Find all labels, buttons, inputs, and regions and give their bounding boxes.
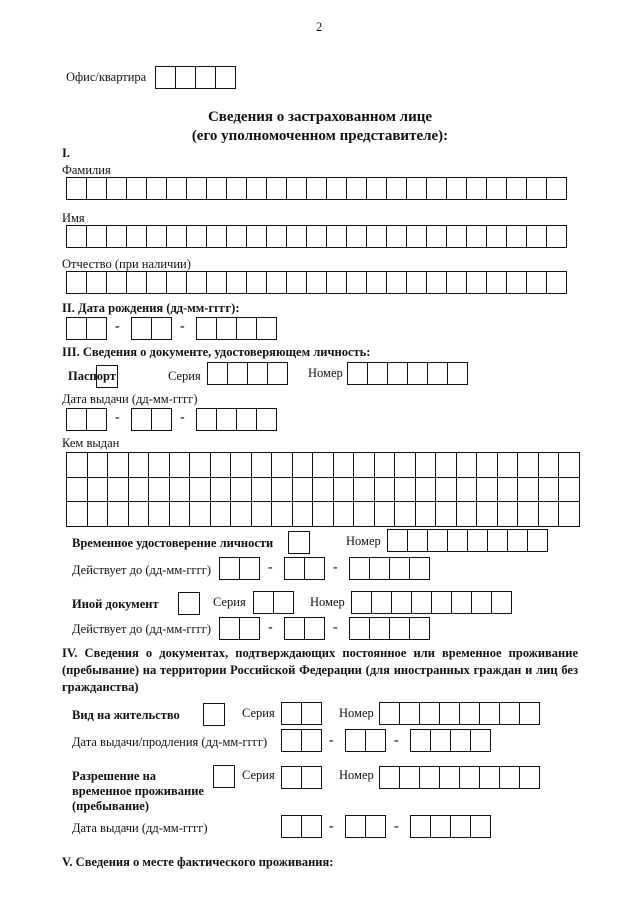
name-label: Имя — [62, 211, 85, 225]
passport-series-field[interactable] — [207, 362, 288, 385]
char-cell[interactable] — [190, 502, 211, 527]
temp-residence-date-label: Дата выдачи (дд-мм-гггг) — [72, 821, 208, 835]
date-separator: - — [394, 733, 399, 748]
residence-date-label: Дата выдачи/продления (дд-мм-гггг) — [72, 735, 268, 749]
char-cell[interactable] — [126, 271, 147, 294]
char-cell[interactable] — [498, 502, 519, 527]
char-cell[interactable] — [386, 177, 407, 200]
date-separator: - — [180, 410, 185, 425]
char-cell[interactable] — [66, 177, 87, 200]
char-cell[interactable] — [129, 478, 150, 503]
temp-id-label: Временное удостоверение личности — [72, 536, 274, 550]
char-cell[interactable] — [506, 271, 527, 294]
char-cell[interactable] — [149, 478, 170, 503]
char-cell[interactable] — [559, 502, 580, 527]
char-cell[interactable] — [166, 177, 187, 200]
section-3-heading: III. Сведения о документе, удостоверяющем личность: — [62, 345, 371, 359]
char-cell[interactable] — [518, 502, 539, 527]
birth-year-field[interactable] — [196, 317, 277, 340]
char-cell[interactable] — [486, 225, 507, 248]
char-cell[interactable] — [539, 478, 560, 503]
char-cell[interactable] — [88, 502, 109, 527]
char-cell[interactable] — [457, 453, 478, 478]
char-cell[interactable] — [334, 453, 355, 478]
char-cell[interactable] — [416, 478, 437, 503]
char-cell[interactable] — [559, 478, 580, 503]
char-cell[interactable] — [272, 478, 293, 503]
date-separator: - — [333, 620, 338, 635]
issue-month-field[interactable] — [131, 408, 172, 431]
char-cell[interactable] — [395, 453, 416, 478]
other-valid-month-field[interactable] — [284, 617, 325, 640]
other-doc-series-field[interactable] — [253, 591, 294, 614]
char-cell[interactable] — [346, 225, 367, 248]
temp-valid-year-field[interactable] — [349, 557, 430, 580]
temp-residence-series-label: Серия — [242, 768, 275, 782]
char-cell[interactable] — [106, 177, 127, 200]
char-cell[interactable] — [226, 271, 247, 294]
char-cell[interactable] — [66, 271, 87, 294]
char-cell[interactable] — [231, 453, 252, 478]
char-cell[interactable] — [190, 478, 211, 503]
char-cell[interactable] — [559, 453, 580, 478]
char-cell[interactable] — [546, 177, 567, 200]
date-separator: - — [329, 733, 334, 748]
char-cell[interactable] — [416, 502, 437, 527]
char-cell[interactable] — [406, 271, 427, 294]
char-cell[interactable] — [477, 502, 498, 527]
char-cell[interactable] — [211, 453, 232, 478]
char-cell[interactable] — [518, 453, 539, 478]
date-separator: - — [115, 410, 120, 425]
passport-number-field[interactable] — [347, 362, 468, 385]
char-cell[interactable] — [334, 478, 355, 503]
residence-series-field[interactable] — [281, 702, 322, 725]
birth-month-field[interactable] — [131, 317, 172, 340]
char-cell[interactable] — [386, 225, 407, 248]
char-cell[interactable] — [129, 502, 150, 527]
temp-residence-label-line3: (пребывание) — [72, 799, 149, 813]
char-cell[interactable] — [466, 225, 487, 248]
residence-day-field[interactable] — [281, 729, 322, 752]
char-cell[interactable] — [211, 502, 232, 527]
date-separator: - — [394, 819, 399, 834]
char-cell[interactable] — [457, 502, 478, 527]
temp-residence-series-field[interactable] — [281, 766, 322, 789]
char-cell[interactable] — [86, 177, 107, 200]
char-cell[interactable] — [426, 177, 447, 200]
temp-id-number-label: Номер — [346, 534, 381, 548]
char-cell[interactable] — [477, 478, 498, 503]
char-cell[interactable] — [246, 225, 267, 248]
char-cell[interactable] — [326, 177, 347, 200]
char-cell[interactable] — [436, 478, 457, 503]
char-cell[interactable] — [334, 502, 355, 527]
passport-label: Паспорт — [68, 369, 116, 383]
char-cell[interactable] — [446, 271, 467, 294]
char-cell[interactable] — [146, 177, 167, 200]
char-cell[interactable] — [346, 271, 367, 294]
char-cell[interactable] — [231, 502, 252, 527]
char-cell[interactable] — [477, 453, 498, 478]
char-cell[interactable] — [346, 177, 367, 200]
char-cell[interactable] — [395, 478, 416, 503]
char-cell[interactable] — [436, 453, 457, 478]
date-separator: - — [268, 560, 273, 575]
char-cell[interactable] — [149, 453, 170, 478]
char-cell[interactable] — [354, 478, 375, 503]
form-title-line2: (его уполномоченном представителе): — [191, 128, 449, 144]
temp-valid-month-field[interactable] — [284, 557, 325, 580]
passport-checkbox[interactable] — [96, 365, 118, 388]
char-cell[interactable] — [518, 478, 539, 503]
passport-series-label: Серия — [168, 369, 201, 383]
date-separator: - — [333, 560, 338, 575]
patronymic-label: Отчество (при наличии) — [62, 257, 191, 271]
char-cell[interactable] — [506, 225, 527, 248]
char-cell[interactable] — [272, 453, 293, 478]
char-cell[interactable] — [246, 177, 267, 200]
date-separator: - — [329, 819, 334, 834]
char-cell[interactable] — [246, 271, 267, 294]
section-2-heading: II. Дата рождения (дд-мм-гггг): — [62, 301, 240, 315]
char-cell[interactable] — [446, 225, 467, 248]
char-cell[interactable] — [186, 225, 207, 248]
date-separator: - — [115, 319, 120, 334]
char-cell[interactable] — [546, 225, 567, 248]
char-cell[interactable] — [108, 453, 129, 478]
temp-residence-number-label: Номер — [339, 768, 374, 782]
char-cell[interactable] — [149, 502, 170, 527]
residence-number-label: Номер — [339, 706, 374, 720]
form-title-line1: Сведения о застрахованном лице — [207, 109, 433, 125]
issue-day-field[interactable] — [66, 408, 107, 431]
issued-by-label: Кем выдан — [62, 436, 120, 450]
char-cell[interactable] — [354, 453, 375, 478]
char-cell[interactable] — [539, 453, 560, 478]
residence-number-field[interactable] — [379, 702, 540, 725]
temp-id-valid-label: Действует до (дд-мм-гггг) — [72, 563, 212, 577]
char-cell[interactable] — [86, 225, 107, 248]
birth-day-field[interactable] — [66, 317, 107, 340]
char-cell[interactable] — [226, 177, 247, 200]
char-cell[interactable] — [266, 177, 287, 200]
char-cell[interactable] — [266, 271, 287, 294]
other-doc-label: Иной документ — [72, 597, 159, 611]
char-cell[interactable] — [466, 271, 487, 294]
char-cell[interactable] — [67, 478, 88, 503]
char-cell[interactable] — [86, 271, 107, 294]
char-cell[interactable] — [67, 502, 88, 527]
other-valid-day-field[interactable] — [219, 617, 260, 640]
char-cell[interactable] — [226, 225, 247, 248]
char-cell[interactable] — [446, 177, 467, 200]
char-cell[interactable] — [375, 453, 396, 478]
char-cell[interactable] — [211, 478, 232, 503]
temp-residence-checkbox[interactable] — [213, 765, 235, 788]
char-cell[interactable] — [426, 225, 447, 248]
residence-month-field[interactable] — [345, 729, 386, 752]
char-cell[interactable] — [146, 225, 167, 248]
char-cell[interactable] — [306, 225, 327, 248]
char-cell[interactable] — [129, 453, 150, 478]
residence-permit-checkbox[interactable] — [203, 703, 225, 726]
char-cell[interactable] — [395, 502, 416, 527]
char-cell[interactable] — [426, 271, 447, 294]
surname-field[interactable] — [66, 177, 567, 200]
other-valid-year-field[interactable] — [349, 617, 430, 640]
char-cell[interactable] — [526, 177, 547, 200]
char-cell[interactable] — [526, 271, 547, 294]
char-cell[interactable] — [375, 478, 396, 503]
surname-label: Фамилия — [62, 163, 111, 177]
char-cell[interactable] — [416, 453, 437, 478]
char-cell[interactable] — [506, 177, 527, 200]
issued-by-field[interactable] — [66, 452, 580, 527]
other-doc-checkbox[interactable] — [178, 592, 200, 615]
char-cell[interactable] — [406, 225, 427, 248]
char-cell[interactable] — [366, 271, 387, 294]
char-cell[interactable] — [266, 225, 287, 248]
char-cell[interactable] — [526, 225, 547, 248]
temp-valid-day-field[interactable] — [219, 557, 260, 580]
char-cell[interactable] — [436, 502, 457, 527]
char-cell[interactable] — [326, 271, 347, 294]
char-cell[interactable] — [231, 478, 252, 503]
char-cell[interactable] — [286, 271, 307, 294]
temp-residence-month-field[interactable] — [345, 815, 386, 838]
section-1-number: I. — [62, 146, 70, 160]
date-separator: - — [180, 319, 185, 334]
char-cell[interactable] — [272, 502, 293, 527]
char-cell[interactable] — [170, 453, 191, 478]
date-separator: - — [268, 620, 273, 635]
char-cell[interactable] — [466, 177, 487, 200]
temp-residence-label-line2: временное проживание — [72, 784, 204, 798]
char-cell[interactable] — [126, 225, 147, 248]
char-cell[interactable] — [313, 453, 334, 478]
page-number: 2 — [316, 20, 323, 34]
char-cell[interactable] — [206, 225, 227, 248]
char-cell[interactable] — [486, 271, 507, 294]
other-doc-series-label: Серия — [213, 595, 246, 609]
section-5-heading: V. Сведения о месте фактического проживания: — [62, 855, 334, 869]
char-cell[interactable] — [498, 453, 519, 478]
char-cell[interactable] — [88, 478, 109, 503]
issue-year-field[interactable] — [196, 408, 277, 431]
char-cell[interactable] — [498, 478, 519, 503]
char-cell[interactable] — [88, 453, 109, 478]
char-cell[interactable] — [206, 271, 227, 294]
char-cell[interactable] — [326, 225, 347, 248]
char-cell[interactable] — [146, 271, 167, 294]
temp-residence-day-field[interactable] — [281, 815, 322, 838]
section-4-heading: IV. Сведения о документах, подтверждающих постоянное или временное проживание (пребывание) на территории Российской Федерации (для иностранных граждан и лиц без гражданства) — [62, 646, 578, 694]
char-cell[interactable] — [366, 177, 387, 200]
char-cell[interactable] — [354, 502, 375, 527]
char-cell[interactable] — [486, 177, 507, 200]
char-cell[interactable] — [306, 177, 327, 200]
residence-year-field[interactable] — [410, 729, 491, 752]
char-cell[interactable] — [106, 225, 127, 248]
char-cell[interactable] — [252, 453, 273, 478]
char-cell[interactable] — [108, 478, 129, 503]
patronymic-field[interactable] — [66, 271, 567, 294]
char-cell[interactable] — [108, 502, 129, 527]
other-doc-number-field[interactable] — [351, 591, 512, 614]
temp-residence-year-field[interactable] — [410, 815, 491, 838]
char-cell[interactable] — [313, 478, 334, 503]
other-doc-number-label: Номер — [310, 595, 345, 609]
char-cell[interactable] — [366, 225, 387, 248]
char-cell[interactable] — [539, 502, 560, 527]
char-cell[interactable] — [186, 177, 207, 200]
char-cell[interactable] — [546, 271, 567, 294]
office-field[interactable] — [155, 66, 236, 89]
residence-permit-label: Вид на жительство — [72, 708, 180, 722]
char-cell[interactable] — [66, 225, 87, 248]
char-cell[interactable] — [252, 502, 273, 527]
char-cell[interactable] — [186, 271, 207, 294]
char-cell[interactable] — [67, 453, 88, 478]
char-cell[interactable] — [252, 478, 273, 503]
char-cell[interactable] — [375, 502, 396, 527]
char-cell[interactable] — [106, 271, 127, 294]
char-cell[interactable] — [457, 478, 478, 503]
char-cell[interactable] — [170, 478, 191, 503]
temp-id-number-field[interactable] — [387, 529, 548, 552]
char-cell[interactable] — [306, 271, 327, 294]
char-cell[interactable] — [166, 225, 187, 248]
char-cell[interactable] — [293, 478, 314, 503]
char-cell[interactable] — [190, 453, 211, 478]
char-cell[interactable] — [313, 502, 334, 527]
office-label: Офис/квартира — [66, 70, 147, 84]
residence-series-label: Серия — [242, 706, 275, 720]
char-cell[interactable] — [293, 453, 314, 478]
other-doc-valid-label: Действует до (дд-мм-гггг) — [72, 622, 212, 636]
name-field[interactable] — [66, 225, 567, 248]
passport-number-label: Номер — [308, 366, 343, 380]
char-cell[interactable] — [166, 271, 187, 294]
char-cell[interactable] — [386, 271, 407, 294]
char-cell[interactable] — [293, 502, 314, 527]
temp-residence-number-field[interactable] — [379, 766, 540, 789]
issue-date-label: Дата выдачи (дд-мм-гггг) — [62, 392, 198, 406]
temp-id-checkbox[interactable] — [288, 531, 310, 554]
char-cell[interactable] — [170, 502, 191, 527]
temp-residence-label-line1: Разрешение на — [72, 769, 157, 783]
char-cell[interactable] — [286, 225, 307, 248]
char-cell[interactable] — [406, 177, 427, 200]
char-cell[interactable] — [206, 177, 227, 200]
char-cell[interactable] — [126, 177, 147, 200]
char-cell[interactable] — [286, 177, 307, 200]
